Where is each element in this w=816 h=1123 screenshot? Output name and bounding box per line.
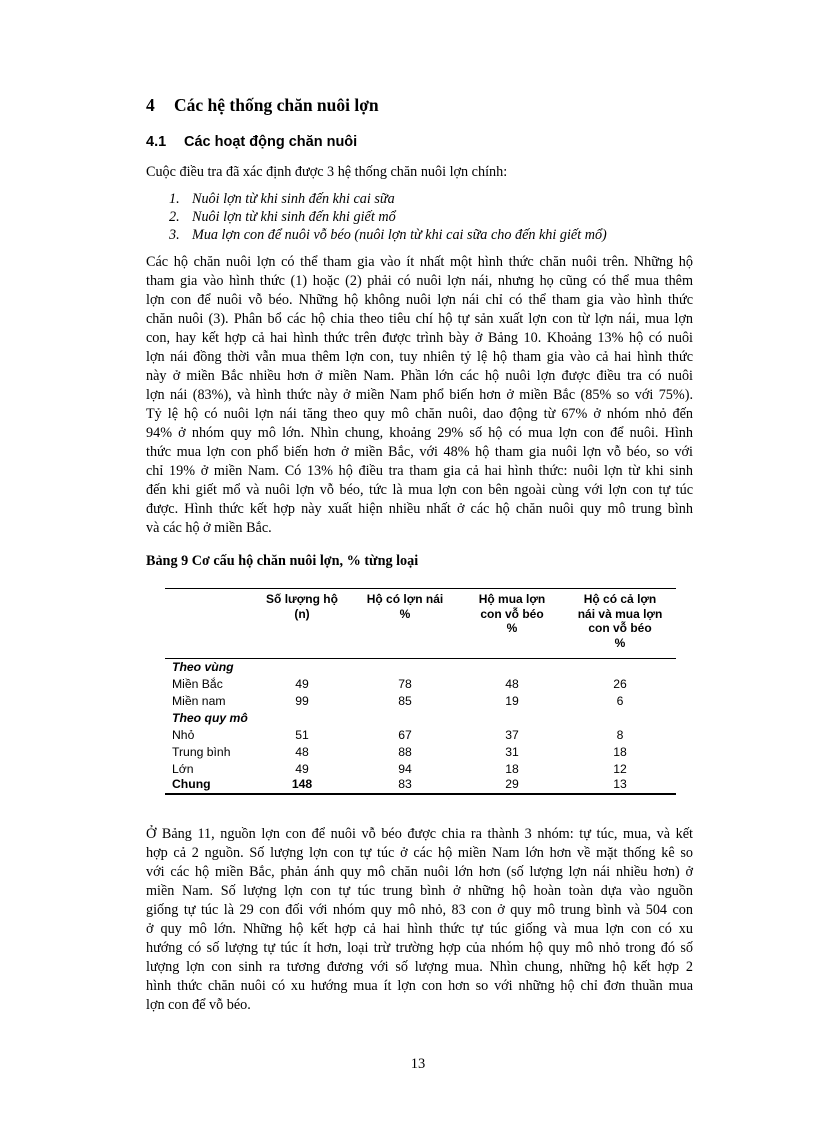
header-line: % <box>506 621 518 635</box>
cell-both: 6 <box>616 694 624 708</box>
header-sow <box>352 592 458 621</box>
text-line: ở quy mô lớn. Những hộ kết hợp cả hai hình thức tự túc giống và mua lợn con có xu <box>146 921 693 937</box>
text-line: Ở Bảng 11, nguồn lợn con để nuôi vỗ béo được chia ra thành 3 nhóm: tự túc, mua, và kết <box>146 826 693 842</box>
text-line: giống tự túc là 29 con đối với nhóm quy mô nhỏ, 83 con ở quy mô trung bình và 504 con <box>146 902 693 918</box>
section-title: Các hệ thống chăn nuôi lợn <box>174 95 379 115</box>
text-line: lợn con để vỗ béo. <box>146 997 251 1013</box>
cell-both: 26 <box>613 677 627 691</box>
text-line: và các hộ ở miền Bắc. <box>146 520 272 536</box>
header-line: Hộ mua lợn <box>478 592 546 606</box>
table-row <box>165 745 676 762</box>
cell-sow: 94 <box>398 762 412 776</box>
list-item <box>169 208 607 226</box>
row-label: Miền Bắc <box>172 677 223 691</box>
text-line: hình thức chăn nuôi có xu hướng mua ít lợn con hơn so với những hộ chỉ đơn thuần mua <box>146 978 693 994</box>
header-buy <box>462 592 562 636</box>
cell-buy: 48 <box>505 677 519 691</box>
table-total-row <box>165 777 676 794</box>
text-line: lợn con để nuôi vỗ béo. Những hộ không nuôi lợn nái chỉ có thể tham gia vào hình thức <box>146 292 693 308</box>
subsection-heading <box>146 134 357 150</box>
header-line: con vỗ béo <box>588 621 652 635</box>
list-item <box>169 226 607 244</box>
text-line: chăn nuôi (3). Phân bổ các hộ chia theo tiêu chí hộ tự sản xuất lợn con từ lợn nái, mua lợn <box>146 311 693 327</box>
subsection-number: 4.1 <box>146 134 167 150</box>
cell-buy: 18 <box>505 762 519 776</box>
text-line: con, hay kết hợp cả hai hình thức trên được trình bày ở Bảng 10. Khoảng 13% hộ có nuôi <box>146 330 693 346</box>
header-line: (n) <box>294 606 310 621</box>
cell-n: 49 <box>295 762 309 776</box>
header-line: con vỗ béo <box>480 606 544 621</box>
group-label: Theo quy mô <box>172 711 248 725</box>
row-label: Miền nam <box>172 694 226 708</box>
cell-n: 48 <box>295 745 309 759</box>
text-line: thức mua lợn con phổ biến hơn ở miền Bắc, với 48% hộ tham gia nuôi lợn vỗ béo, so với <box>146 444 693 460</box>
table-row <box>165 677 676 694</box>
header-n <box>257 592 347 621</box>
cell-sow: 85 <box>398 694 412 708</box>
header-line: nái và mua lợn <box>577 606 663 621</box>
header-line: % <box>614 635 626 650</box>
text-line: lợn nái đồng thời vẫn mua thêm lợn con, tuy nhiên tỷ lệ hộ tham gia vào cả hai hình thức <box>146 349 693 365</box>
text-line: với các hộ miền Bắc, phản ánh quy mô chăn nuôi lớn hơn (số lượng lợn nái nhiều hơn) ở <box>146 864 693 880</box>
list-marker: 2. <box>169 209 180 225</box>
text-line: 94% ở nhóm quy mô lớn. Nhìn chung, khoảng 29% số hộ có mua lợn con để nuôi. Hình <box>146 425 693 441</box>
cell-n: 51 <box>295 728 309 742</box>
table-row <box>165 728 676 745</box>
table-top-rule <box>165 588 676 589</box>
section-heading <box>146 95 379 116</box>
section-number: 4 <box>146 95 155 115</box>
list-marker: 3. <box>169 227 180 243</box>
cell-n: 148 <box>291 777 313 791</box>
cell-sow: 88 <box>398 745 412 759</box>
cell-buy: 37 <box>505 728 519 742</box>
page-number: 13 <box>410 1056 426 1072</box>
row-label: Nhỏ <box>172 728 195 742</box>
cell-buy: 31 <box>505 745 519 759</box>
list-item-text: Nuôi lợn từ khi sinh đến khi cai sữa <box>192 191 395 207</box>
cell-sow: 83 <box>398 777 412 791</box>
cell-sow: 78 <box>398 677 412 691</box>
text-line: lượng lợn con sinh ra tương đương với số lượng mua. Nhìn chung, những hộ kết hợp 2 <box>146 959 693 975</box>
cell-buy: 19 <box>505 694 519 708</box>
row-label: Trung bình <box>172 745 231 759</box>
cell-n: 49 <box>295 677 309 691</box>
intro-paragraph <box>146 163 693 182</box>
cell-both: 8 <box>616 728 624 742</box>
header-line: Hộ có cả lợn <box>583 592 657 606</box>
table-row <box>165 694 676 711</box>
text-line: được. Hình thức kết hợp này xuất hiện nhiều nhất ở các hộ chăn nuôi quy mô trung bình <box>146 501 693 517</box>
body-paragraph-2 <box>146 825 693 1015</box>
text-line: này ở miền Bắc nhiều hơn ở miền Nam. Phần lớn các hộ nuôi lợn được điều tra có nuôi <box>146 368 693 384</box>
cell-n: 99 <box>295 694 309 708</box>
cell-both: 18 <box>613 745 627 759</box>
text-line: đến khi giết mổ và nuôi lợn vỗ béo, tức là mua lợn con bên ngoài cùng với lợn con tự túc <box>146 482 693 498</box>
table-bottom-rule <box>165 793 676 795</box>
cell-sow: 67 <box>398 728 412 742</box>
header-line: Hộ có lợn nái <box>366 592 444 606</box>
list-item <box>169 190 607 208</box>
text-line: Tỷ lệ hộ có nuôi lợn nái tăng theo quy mô chăn nuôi, dao động từ 67% ở nhóm nhỏ đến <box>146 406 693 422</box>
subsection-title: Các hoạt động chăn nuôi <box>184 134 358 150</box>
table-group-row <box>165 711 676 728</box>
text-line: tham gia vào hình thức (1) hoặc (2) phải có nuôi lợn nái, nhưng họ cũng có thể mua thêm <box>146 273 693 289</box>
group-label: Theo vùng <box>172 660 234 674</box>
header-line: % <box>399 606 411 621</box>
intro-text: Cuộc điều tra đã xác định được 3 hệ thống chăn nuôi lợn chính: <box>146 164 508 180</box>
cell-both: 12 <box>613 762 627 776</box>
row-label: Chung <box>172 777 211 791</box>
text-line: hợp cả 2 nguồn. Số lượng lợn con tự túc ở các hộ miền Nam lớn hơn về mặt thống kê so <box>146 845 693 861</box>
text-line: Các hộ chăn nuôi lợn có thể tham gia vào ít nhất một hình thức chăn nuôi trên. Những hộ <box>146 254 693 270</box>
body-paragraph-1 <box>146 253 693 538</box>
row-label: Lớn <box>172 762 194 776</box>
header-both <box>565 592 675 650</box>
text-line: hướng có số lượng tự túc ít hơn, loại trừ trường hợp của nhóm hộ quy mô nhỏ trong đó số <box>146 940 693 956</box>
cell-both: 13 <box>613 777 627 791</box>
system-list <box>169 190 607 244</box>
header-line: Số lượng hộ <box>266 592 338 606</box>
table-caption: Bảng 9 Cơ cấu hộ chăn nuôi lợn, % từng loại <box>146 553 419 569</box>
list-marker: 1. <box>169 191 180 207</box>
list-item-text: Nuôi lợn từ khi sinh đến khi giết mổ <box>192 209 396 225</box>
text-line: miền Nam. Số lượng lợn con tự túc trung bình ở những hộ hoàn toàn dựa vào nguồn <box>146 883 693 899</box>
list-item-text: Mua lợn con để nuôi vỗ béo (nuôi lợn từ khi cai sữa cho đến khi giết mổ) <box>192 227 607 243</box>
table-group-row <box>165 660 676 677</box>
text-line: chỉ 19% ở miền Nam. Có 13% hộ điều tra tham gia cả hai hình thức: nuôi lợn từ khi sinh <box>146 463 693 479</box>
table-header-rule <box>165 658 676 659</box>
cell-buy: 29 <box>505 777 519 791</box>
text-line: lợn nái (83%), và hình thức này ở miền Nam phổ biến hơn ở miền Bắc (85% so với 75%). <box>146 387 693 403</box>
